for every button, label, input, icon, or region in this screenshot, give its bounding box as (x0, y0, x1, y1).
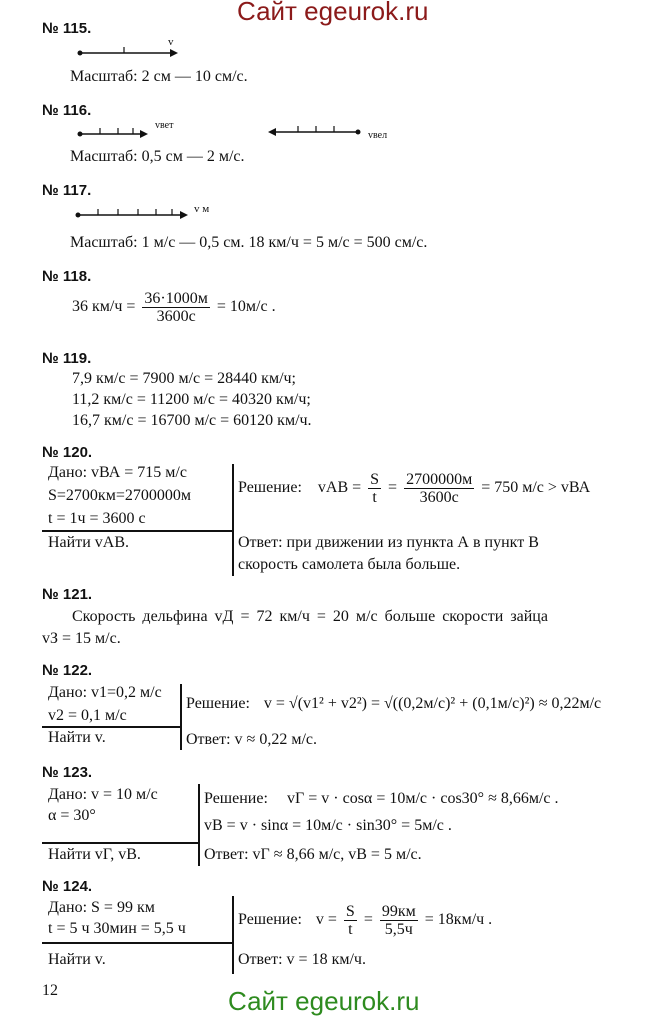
find-122: Найти v. (48, 729, 106, 746)
answer-120-2: скорость самолета была больше. (238, 556, 461, 573)
solution-123-2: vВ = v · sinα = 10м/с · sin30° = 5м/с . (204, 817, 452, 834)
watermark-top: Сайт egeurok.ru (237, 0, 429, 26)
solution-123-1: vГ = v · cosα = 10м/с · cos30° ≈ 8,66м/с . (287, 790, 559, 807)
solution-122 (186, 695, 601, 713)
vector-label-117: v м (194, 203, 210, 215)
answer-123: Ответ: vГ ≈ 8,66 м/с, vВ = 5 м/с. (204, 846, 422, 863)
divider-120-h (42, 530, 232, 532)
denominator-118: 3600с (156, 308, 196, 325)
problem-122-number: № 122. (42, 662, 93, 679)
equation-118-lhs: 36 км/ч = (72, 298, 136, 316)
vector-label-115: v (168, 36, 174, 48)
find-124: Найти v. (48, 951, 106, 968)
solution-rhs-120: = 750 м/с > vВА (481, 479, 591, 497)
divider-123-v (198, 784, 200, 866)
problem-118-number: № 118. (42, 268, 92, 285)
scale-115: Масштаб: 2 см — 10 см/с. (70, 68, 248, 85)
given-120-2: S=2700км=2700000м (48, 487, 191, 504)
equals-124: = (363, 911, 373, 929)
watermark-bottom: Сайт egeurok.ru (228, 986, 420, 1016)
problem-119-number: № 119. (42, 350, 92, 367)
numerator-118: 36·1000м (144, 290, 208, 307)
equation-118-rhs: = 10м/с . (216, 298, 276, 316)
answer-120-1: Ответ: при движении из пункта А в пункт В (238, 534, 539, 551)
solution-label-120: Решение: (238, 479, 302, 497)
divider-120-v (232, 464, 234, 576)
frac-t-120: t (372, 489, 377, 506)
answer-122: Ответ: v ≈ 0,22 м/с. (186, 731, 317, 748)
problem-120-number: № 120. (42, 444, 93, 461)
line-121-1: Скорость дельфина vД = 72 км/ч = 20 м/с больше скорости зайца (72, 608, 548, 625)
scale-116: Масштаб: 0,5 см — 2 м/с. (70, 148, 245, 165)
frac-t-124: t (348, 921, 353, 938)
answer-124: Ответ: v = 18 км/ч. (238, 951, 366, 968)
frac-num-120: 2700000м (406, 471, 473, 488)
given-124-1: Дано: S = 99 км (48, 899, 155, 916)
solution-label-124: Решение: (238, 911, 302, 929)
solution-label-123: Решение: (204, 790, 268, 807)
given-122-2: v2 = 0,1 м/с (48, 707, 127, 724)
solution-lhs-120: vАВ = (317, 479, 362, 497)
line-119-3: 16,7 км/с = 16700 м/с = 60120 км/ч. (72, 412, 312, 429)
vector-arrow-117 (76, 208, 188, 222)
frac-num-124: 99км (381, 903, 416, 920)
vector-arrow-116-wind (78, 127, 148, 141)
problem-121-number: № 121. (42, 586, 93, 603)
vector-arrow-115 (78, 46, 178, 60)
given-124-2: t = 5 ч 30мин = 5,5 ч (48, 920, 186, 937)
frac-den-120: 3600с (419, 489, 459, 506)
equals-120: = (388, 479, 398, 497)
divider-124-h (42, 942, 232, 944)
divider-122-h (42, 726, 180, 728)
given-122-1: Дано: v1=0,2 м/с (48, 684, 162, 701)
equation-118 (72, 290, 276, 325)
solution-expr-122: v = √(v1² + v2²) = √((0,2м/с)² + (0,1м/с)²) ≈ 0,22м/с (263, 695, 602, 712)
problem-117-number: № 117. (42, 182, 92, 199)
problem-116-number: № 116. (42, 102, 92, 119)
frac-den-124: 5,5ч (384, 921, 413, 938)
vector-arrow-116-bike (268, 125, 360, 139)
given-123-1: Дано: v = 10 м/с (48, 786, 158, 803)
scale-117: Масштаб: 1 м/с — 0,5 см. 18 км/ч = 5 м/с = 500 см/с. (70, 234, 428, 251)
given-123-2: α = 30° (48, 807, 96, 824)
line-119-1: 7,9 км/с = 7900 м/с = 28440 км/ч; (72, 370, 296, 387)
problem-124-number: № 124. (42, 878, 93, 895)
vector-label-116-wind: vвет (155, 120, 174, 131)
line-121-2: vЗ = 15 м/с. (42, 630, 121, 647)
solution-lhs-124: v = (315, 911, 337, 929)
solution-rhs-124: = 18км/ч . (424, 911, 493, 929)
line-119-2: 11,2 км/с = 11200 м/с = 40320 км/ч; (72, 391, 311, 408)
given-120-1: Дано: vВА = 715 м/с (48, 464, 187, 481)
solution-120 (238, 471, 590, 506)
divider-122-v (180, 684, 182, 750)
divider-124-v (232, 896, 234, 974)
given-120-3: t = 1ч = 3600 с (48, 510, 146, 527)
page-number: 12 (42, 982, 58, 999)
solution-label-122: Решение: (186, 695, 250, 712)
find-120: Найти vАВ. (48, 534, 129, 551)
divider-123-h (42, 842, 198, 844)
problem-123-number: № 123. (42, 764, 93, 781)
frac-s-124: S (345, 903, 355, 920)
vector-label-116-bike: vвел (368, 130, 388, 141)
fraction-118 (142, 290, 209, 325)
frac-s-120: S (370, 471, 380, 488)
solution-124 (238, 903, 492, 938)
find-123: Найти vГ, vВ. (48, 846, 141, 863)
problem-115-number: № 115. (42, 20, 92, 37)
